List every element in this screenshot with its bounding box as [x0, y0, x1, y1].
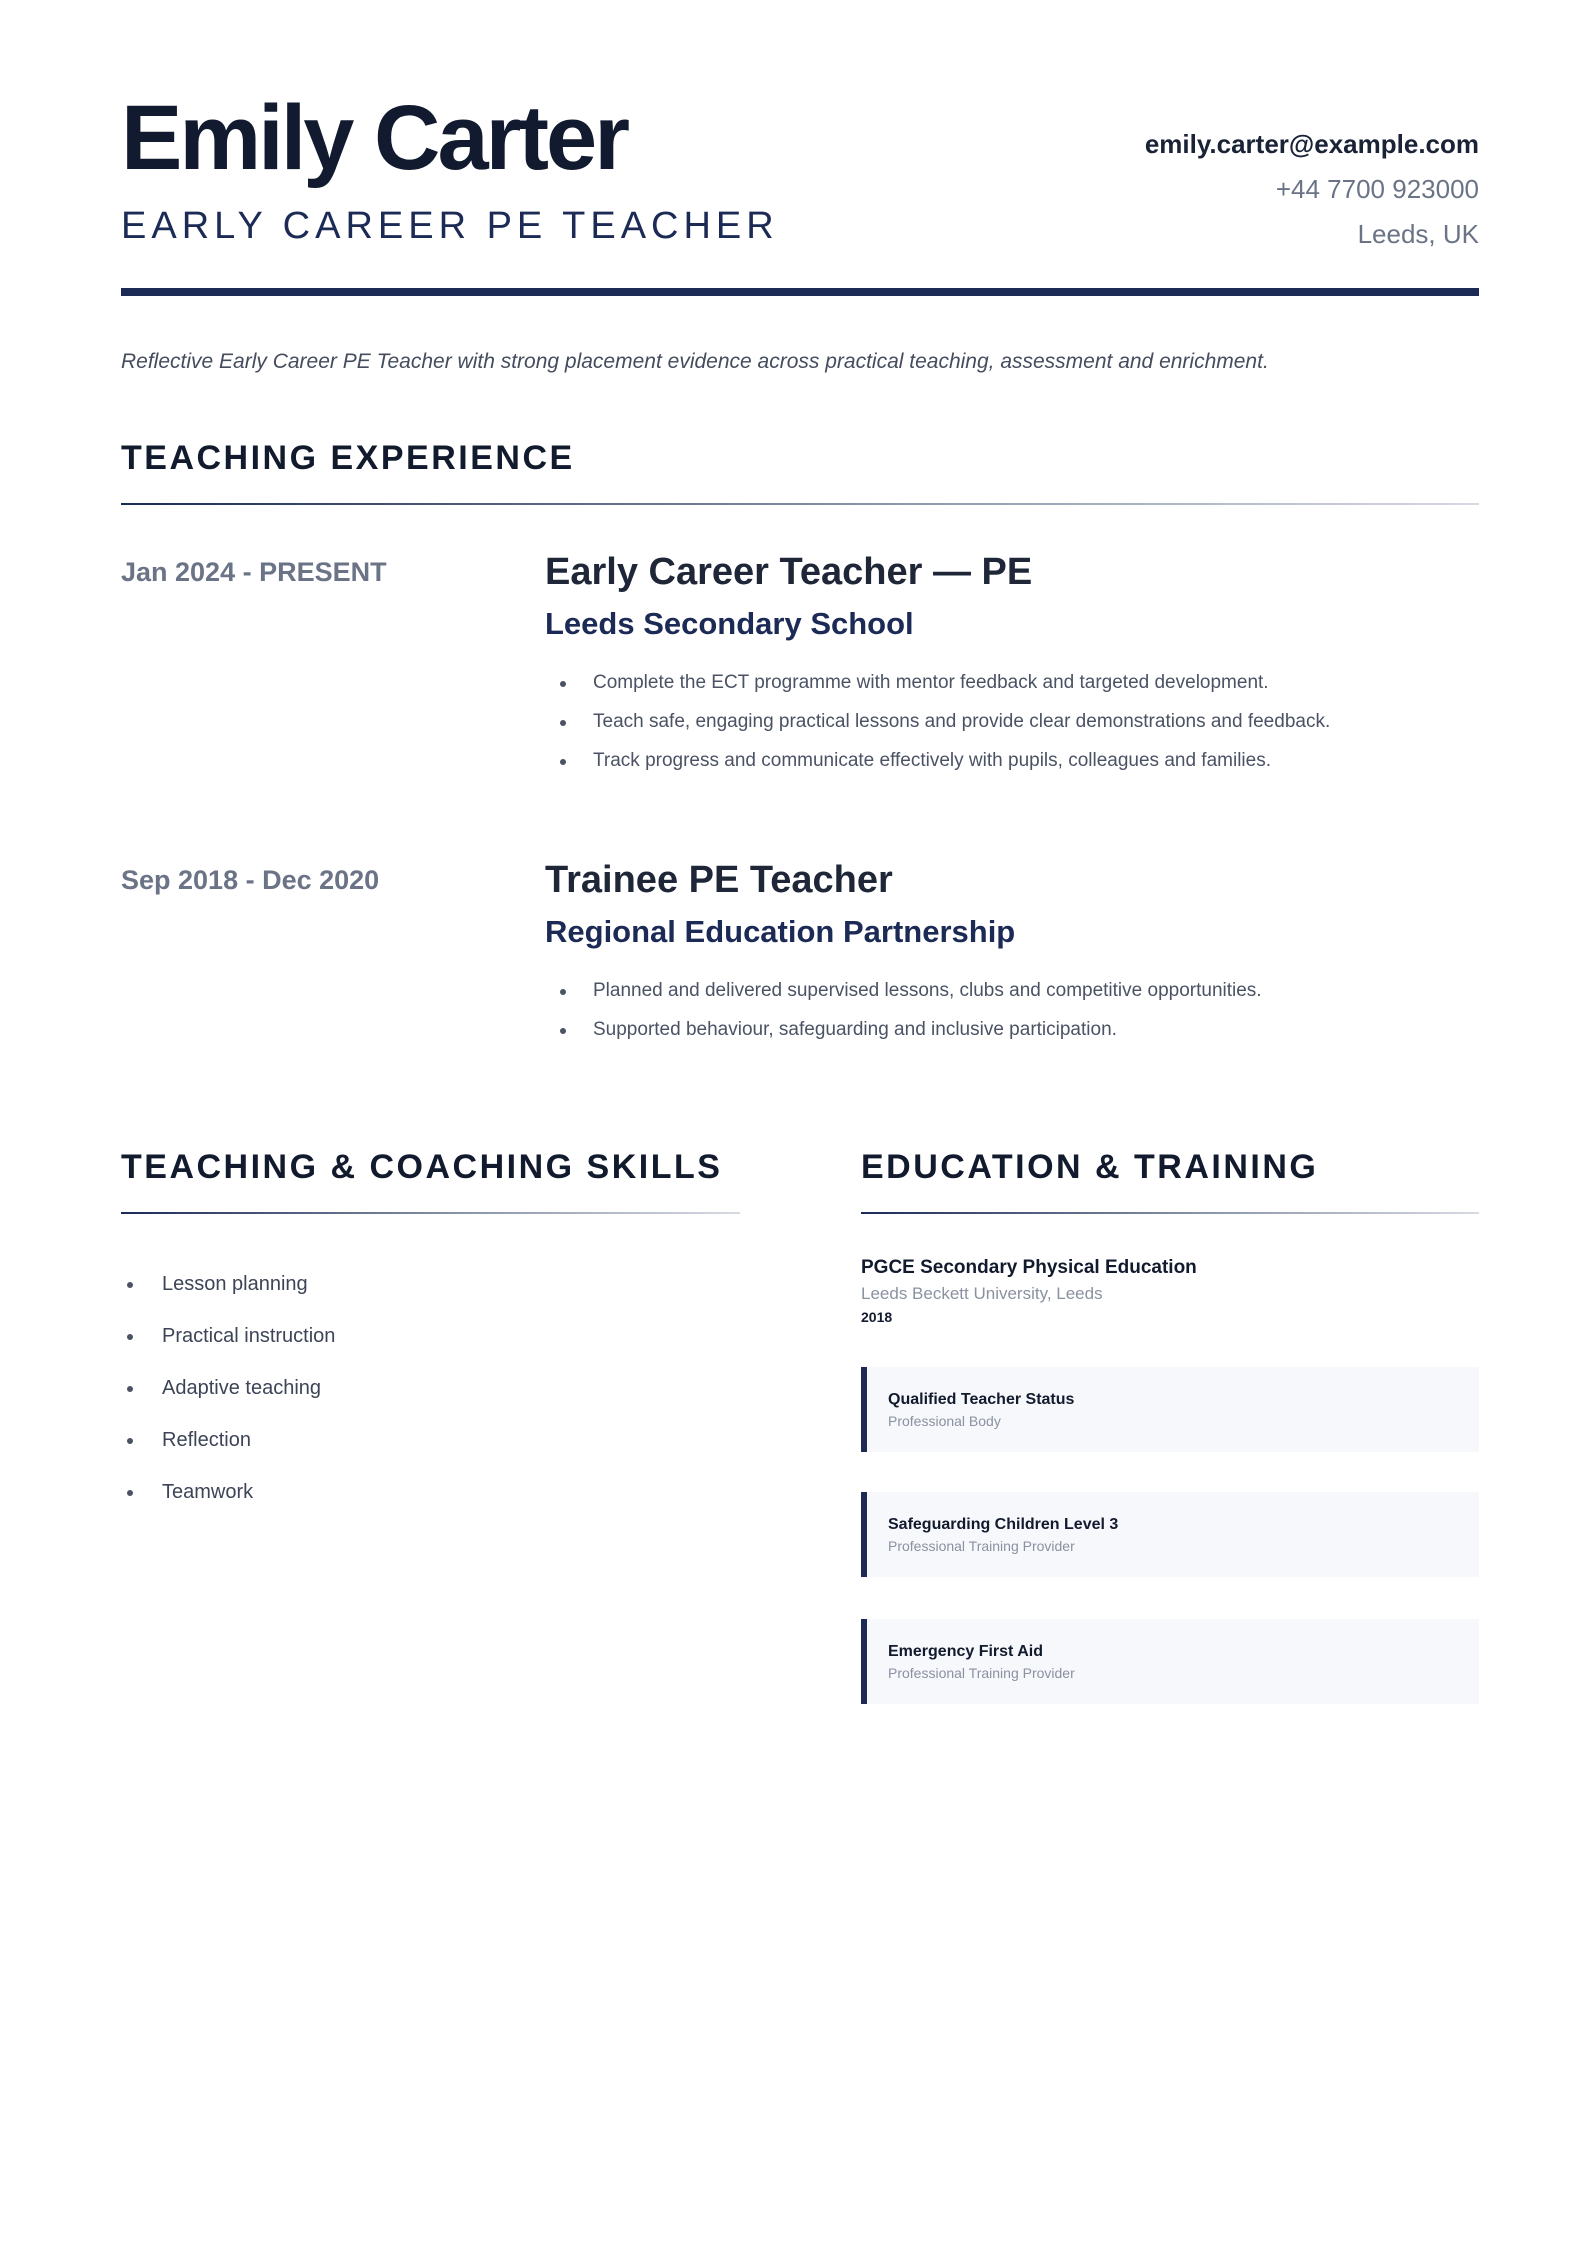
job-organization: Regional Education Partnership: [545, 914, 1016, 949]
job-bullet: Complete the ECT programme with mentor feedback and targeted development.: [545, 663, 1330, 702]
experience-divider: [121, 503, 1479, 505]
education-heading: EDUCATION & TRAINING: [861, 1148, 1319, 1186]
job-bullet: Teach safe, engaging practical lessons and provide clear demonstrations and feedback.: [545, 702, 1330, 741]
experience-heading: TEACHING EXPERIENCE: [121, 439, 575, 477]
certification-provider: Professional Body: [888, 1413, 1001, 1429]
job-bullets: [545, 971, 1262, 1049]
certification-provider: Professional Training Provider: [888, 1665, 1075, 1681]
skill-item: Practical instruction: [121, 1310, 335, 1362]
certification-card: [861, 1367, 1479, 1452]
job-bullet: Supported behaviour, safeguarding and inclusive participation.: [545, 1010, 1262, 1049]
degree-entry: [861, 1258, 1197, 1324]
job-title: Trainee PE Teacher: [545, 859, 893, 901]
skill-item: Reflection: [121, 1414, 335, 1466]
certification-title: Qualified Teacher Status: [888, 1391, 1075, 1408]
header-divider: [121, 288, 1479, 296]
skills-list: [121, 1258, 335, 1518]
contact-phone: +44 7700 923000: [1275, 174, 1479, 204]
degree-year: 2018: [861, 1309, 893, 1325]
job-bullets: [545, 663, 1330, 780]
skill-item: Adaptive teaching: [121, 1362, 335, 1414]
certification-card: [861, 1492, 1479, 1577]
contact-location: Leeds, UK: [1357, 219, 1479, 249]
job-bullet: Track progress and communicate effectively with pupils, colleagues and families.: [545, 741, 1330, 780]
candidate-name: Emily Carter: [121, 87, 628, 189]
job-organization: Leeds Secondary School: [545, 606, 914, 641]
job-title: Early Career Teacher — PE: [545, 551, 1033, 593]
job-dates: Sep 2018 - Dec 2020: [121, 865, 380, 895]
skills-heading: TEACHING & COACHING SKILLS: [121, 1148, 723, 1186]
certification-provider: Professional Training Provider: [888, 1538, 1075, 1554]
skill-item: Teamwork: [121, 1466, 335, 1518]
contact-email[interactable]: emily.carter@example.com: [1144, 129, 1479, 159]
contact-block: [1145, 131, 1479, 247]
job-bullet: Planned and delivered supervised lessons, clubs and competitive opportunities.: [545, 971, 1262, 1010]
degree-institution: Leeds Beckett University, Leeds: [861, 1284, 1103, 1303]
skills-divider: [121, 1212, 740, 1214]
certification-card: [861, 1619, 1479, 1704]
candidate-role: EARLY CAREER PE TEACHER: [121, 205, 779, 247]
skill-item: Lesson planning: [121, 1258, 335, 1310]
profile-summary: Reflective Early Career PE Teacher with strong placement evidence across practical teaching, assessment and enrichment.: [121, 350, 1269, 373]
certification-title: Safeguarding Children Level 3: [888, 1516, 1119, 1533]
job-dates: Jan 2024 - PRESENT: [121, 557, 387, 587]
certification-title: Emergency First Aid: [888, 1643, 1044, 1660]
degree-title: PGCE Secondary Physical Education: [861, 1257, 1197, 1278]
education-divider: [861, 1212, 1479, 1214]
